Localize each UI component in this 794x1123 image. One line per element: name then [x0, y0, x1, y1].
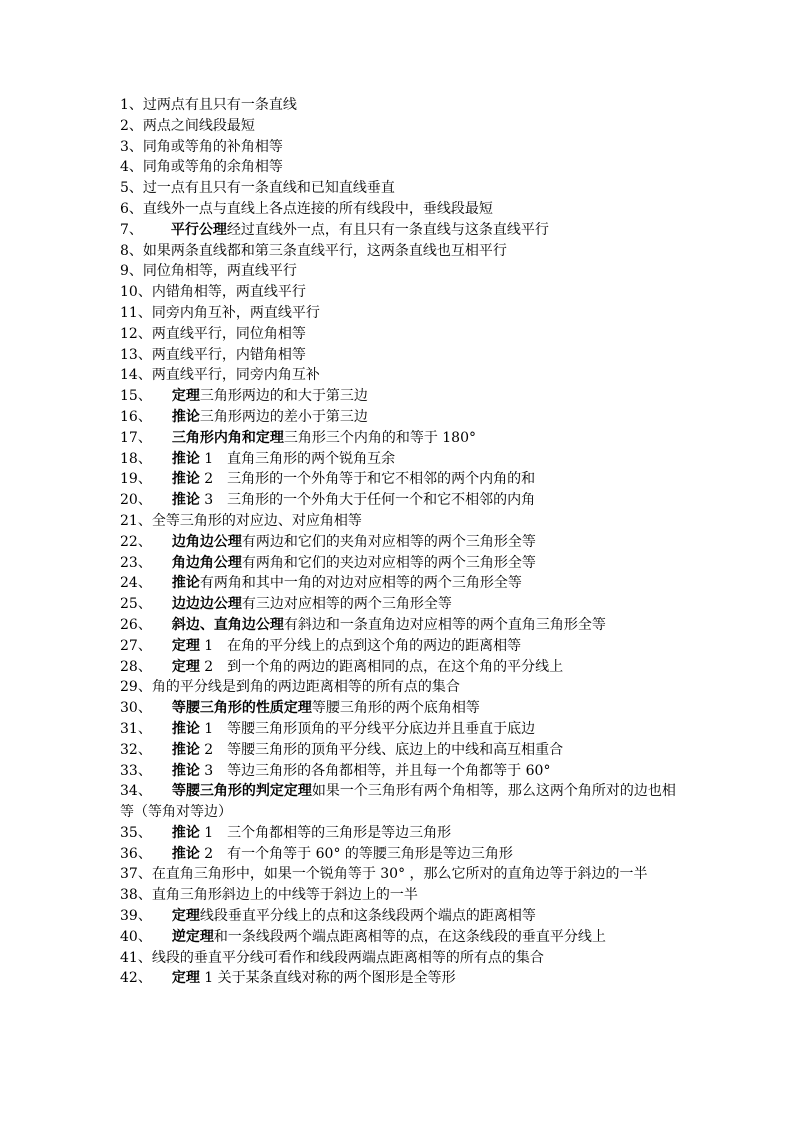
item-text: 两直线平行，同旁内角互补	[151, 367, 320, 384]
item-number: 39、	[120, 908, 152, 925]
item-number: 20、	[120, 492, 152, 509]
list-item	[120, 324, 680, 345]
list-item	[120, 241, 680, 262]
list-item	[120, 864, 680, 885]
item-bold-term: 等腰三角形的判定定理	[171, 783, 312, 800]
item-number: 19、	[120, 471, 152, 488]
item-text: 三角形两边的和大于第三边	[199, 388, 368, 405]
item-text: 有斜边和一条直角边对应相等的两个直角三角形全等	[283, 616, 606, 633]
item-text: 有两角和其中一角的对边对应相等的两个三角形全等	[199, 575, 522, 592]
list-item	[120, 823, 680, 844]
item-text: 全等三角形的对应边、对应角相等	[151, 512, 362, 529]
list-item	[120, 95, 680, 116]
item-text: 线段的垂直平分线可看作和线段两端点距离相等的所有点的集合	[151, 949, 544, 966]
item-number: 30、	[120, 700, 152, 717]
item-number: 36、	[120, 845, 152, 862]
list-item	[120, 948, 680, 969]
item-text: 过两点有且只有一条直线	[142, 97, 297, 113]
item-number: 16、	[120, 408, 152, 425]
list-item	[120, 844, 680, 865]
item-number: 1、	[120, 97, 143, 113]
item-bold-term: 推论	[171, 720, 200, 737]
item-number: 28、	[120, 658, 152, 675]
item-bold-term: 推论	[171, 471, 200, 488]
item-number: 15、	[120, 388, 152, 405]
item-text: 同角或等角的余角相等	[142, 159, 283, 176]
item-bold-term: 推论	[171, 762, 200, 779]
item-number: 35、	[120, 824, 152, 841]
list-item	[120, 365, 680, 386]
item-text: 如果一个三角形有两个角相等，那么这两个角所对的边也相等（等角对等边）	[120, 783, 676, 821]
item-number: 42、	[120, 970, 152, 987]
item-number: 10、	[120, 284, 152, 301]
item-text: 2 三角形的一个外角等于和它不相邻的两个内角的和	[199, 471, 536, 488]
item-number: 14、	[120, 367, 152, 384]
item-text: 直线外一点与直线上各点连接的所有线段中，垂线段最短	[142, 200, 493, 217]
item-bold-term: 边边边公理	[171, 596, 242, 613]
item-text: 1 在角的平分线上的点到这个角的两边的距离相等	[199, 637, 522, 654]
item-text: 和一条线段两个端点距离相等的点，在这条线段的垂直平分线上	[213, 928, 606, 945]
item-number: 37、	[120, 866, 152, 883]
item-text: 有两角和它们的夹边对应相等的两个三角形全等	[241, 554, 536, 571]
item-text: 1 三个角都相等的三角形是等边三角形	[199, 824, 452, 841]
item-text: 3 等边三角形的各角都相等，并且每一个角都等于 60°	[199, 762, 551, 779]
item-bold-term: 定理	[171, 637, 200, 654]
list-item	[120, 449, 680, 470]
item-number: 4、	[120, 159, 143, 176]
item-number: 25、	[120, 596, 152, 613]
item-bold-term: 逆定理	[171, 928, 214, 945]
item-text: 在直角三角形中，如果一个锐角等于 30° ，那么它所对的直角边等于斜边的一半	[151, 866, 648, 883]
item-number: 27、	[120, 637, 152, 654]
item-bold-term: 平行公理	[170, 221, 227, 238]
list-item	[120, 719, 680, 740]
item-bold-term: 三角形内角和定理	[171, 429, 284, 446]
item-text: 直角三角形斜边上的中线等于斜边上的一半	[151, 887, 418, 904]
list-item	[120, 698, 680, 719]
item-text: 2 等腰三角形的顶角平分线、底边上的中线和高互相重合	[199, 741, 564, 758]
list-item	[120, 137, 680, 158]
item-text: 1 等腰三角形顶角的平分线平分底边并且垂直于底边	[199, 720, 536, 737]
item-number: 11、	[120, 304, 152, 321]
item-number: 7、	[120, 221, 143, 238]
list-item	[120, 927, 680, 948]
item-bold-term: 角边角公理	[171, 554, 242, 571]
list-item	[120, 885, 680, 906]
list-item	[120, 532, 680, 553]
item-number: 18、	[120, 450, 152, 467]
item-number: 22、	[120, 533, 152, 550]
list-item	[120, 615, 680, 636]
list-item	[120, 428, 680, 449]
item-text: 如果两条直线都和第三条直线平行，这两条直线也互相平行	[142, 242, 507, 259]
item-number: 13、	[120, 346, 152, 363]
item-text: 等腰三角形的两个底角相等	[311, 700, 480, 717]
list-item	[120, 968, 680, 989]
item-text: 2 有一个角等于 60° 的等腰三角形是等边三角形	[199, 845, 513, 862]
item-text: 内错角相等，两直线平行	[151, 284, 306, 301]
item-text: 同位角相等，两直线平行	[142, 263, 297, 280]
item-text: 经过直线外一点，有且只有一条直线与这条直线平行	[226, 221, 549, 238]
item-number: 34、	[120, 783, 152, 800]
item-number: 24、	[120, 575, 152, 592]
list-item	[120, 740, 680, 761]
item-text: 过一点有且只有一条直线和已知直线垂直	[142, 180, 395, 197]
item-number: 41、	[120, 949, 152, 966]
item-text: 两点之间线段最短	[142, 117, 255, 134]
list-item	[120, 386, 680, 407]
item-text: 1 关于某条直线对称的两个图形是全等形	[199, 970, 456, 987]
item-bold-term: 定理	[171, 908, 200, 925]
item-bold-term: 定理	[171, 970, 200, 987]
list-item	[120, 116, 680, 137]
item-bold-term: 等腰三角形的性质定理	[171, 700, 312, 717]
item-number: 12、	[120, 325, 152, 342]
item-number: 2、	[120, 117, 143, 134]
item-text: 两直线平行，同位角相等	[151, 325, 306, 342]
item-text: 1 直角三角形的两个锐角互余	[199, 450, 396, 467]
item-number: 17、	[120, 429, 152, 446]
list-item	[120, 677, 680, 698]
list-item	[120, 345, 680, 366]
list-item	[120, 407, 680, 428]
list-item	[120, 573, 680, 594]
item-bold-term: 推论	[171, 408, 200, 425]
item-number: 26、	[120, 616, 152, 633]
item-number: 8、	[120, 242, 143, 259]
list-item	[120, 781, 680, 823]
item-number: 21、	[120, 512, 152, 529]
item-bold-term: 推论	[171, 824, 200, 841]
item-text: 同旁内角互补，两直线平行	[151, 304, 320, 321]
list-item	[120, 469, 680, 490]
item-number: 31、	[120, 720, 152, 737]
item-text: 同角或等角的补角相等	[142, 138, 283, 155]
item-bold-term: 推论	[171, 575, 200, 592]
item-bold-term: 边角边公理	[171, 533, 242, 550]
item-number: 33、	[120, 762, 152, 779]
item-text: 有三边对应相等的两个三角形全等	[241, 596, 452, 613]
list-item	[120, 199, 680, 220]
list-item	[120, 282, 680, 303]
item-number: 6、	[120, 200, 143, 217]
item-number: 9、	[120, 263, 143, 280]
list-item	[120, 657, 680, 678]
item-text: 3 三角形的一个外角大于任何一个和它不相邻的内角	[199, 492, 536, 509]
item-number: 40、	[120, 928, 152, 945]
item-number: 3、	[120, 138, 143, 155]
list-item	[120, 157, 680, 178]
item-number: 23、	[120, 554, 152, 571]
item-number: 29、	[120, 679, 152, 696]
item-text: 线段垂直平分线上的点和这条线段两个端点的距离相等	[199, 908, 536, 925]
list-item	[120, 511, 680, 532]
item-number: 38、	[120, 887, 152, 904]
item-bold-term: 推论	[171, 450, 200, 467]
list-item	[120, 178, 680, 199]
list-item	[120, 261, 680, 282]
list-item	[120, 594, 680, 615]
list-item	[120, 303, 680, 324]
list-item	[120, 490, 680, 511]
item-bold-term: 推论	[171, 492, 200, 509]
list-item	[120, 220, 680, 241]
item-text: 2 到一个角的两边的距离相同的点，在这个角的平分线上	[199, 658, 564, 675]
item-bold-term: 定理	[171, 388, 200, 405]
item-bold-term: 斜边、直角边公理	[171, 616, 284, 633]
item-bold-term: 定理	[171, 658, 200, 675]
item-text: 三角形三个内角的和等于 180°	[283, 429, 476, 446]
list-item	[120, 636, 680, 657]
list-item	[120, 906, 680, 927]
item-bold-term: 推论	[171, 741, 200, 758]
list-item	[120, 553, 680, 574]
item-number: 32、	[120, 741, 152, 758]
item-text: 有两边和它们的夹角对应相等的两个三角形全等	[241, 533, 536, 550]
item-text: 角的平分线是到角的两边距离相等的所有点的集合	[151, 679, 460, 696]
item-number: 5、	[120, 180, 143, 197]
item-bold-term: 推论	[171, 845, 200, 862]
item-text: 两直线平行，内错角相等	[151, 346, 306, 363]
item-text: 三角形两边的差小于第三边	[199, 408, 368, 425]
theorem-list	[120, 95, 680, 989]
list-item	[120, 761, 680, 782]
